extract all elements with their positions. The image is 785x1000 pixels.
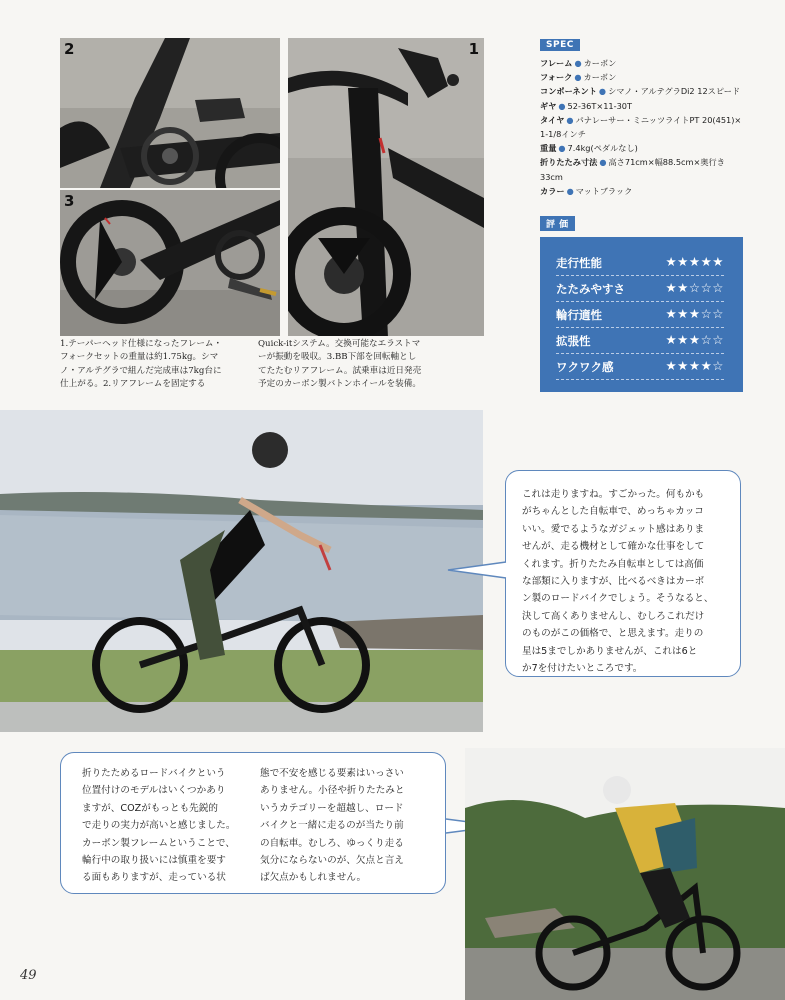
photo-riding-road <box>465 748 785 1000</box>
bullet-icon: ● <box>574 72 582 83</box>
spec-key: コンポーネント <box>540 86 597 97</box>
spec-key: 折りたたみ寸法 <box>540 157 598 168</box>
rating-row <box>556 277 724 302</box>
comment-line: いい。愛でるようなガジェット感はありま <box>522 523 705 535</box>
photo-number: 1 <box>468 40 479 58</box>
caption-line: 1.テーパーヘッド仕様になったフレーム・ <box>60 339 223 349</box>
rating-row <box>556 251 724 276</box>
comment-line: 輪行中の取り扱いには慎重を要す <box>82 855 226 867</box>
comment-text-2-left <box>82 765 262 887</box>
spec-key: フレーム <box>540 58 573 68</box>
comment-line: のものがこの価格で、と思えます。走りの <box>522 628 704 640</box>
photo-rear-frame <box>60 190 280 336</box>
comment-text-2-right <box>260 765 440 887</box>
rating-row <box>556 329 724 354</box>
comment-line: 星は5までしかありませんが、これは6と <box>522 645 698 657</box>
spec-heading: SPEC <box>540 39 580 51</box>
spec-key: タイヤ <box>540 114 565 125</box>
spec-value: パナレーサー・ミニッツライトPT 20(451)× <box>575 114 742 125</box>
spec-row <box>540 70 775 84</box>
spec-row <box>540 56 775 70</box>
photo-riding-lakeside <box>0 410 483 732</box>
comment-line: せんが、走る機材として確かな仕事をして <box>522 541 705 553</box>
comment-line: 折りたためるロードバイクという <box>82 768 226 779</box>
comment-line: 位置付けのモデルはいくつかあり <box>82 785 226 797</box>
comment-text-1 <box>522 486 742 677</box>
comment-line: な部類に入りますが、比べるべきはカーボ <box>522 576 705 588</box>
photo-head-tube <box>60 38 280 188</box>
comment-line: 態で不安を感じる要素はいっさい <box>260 768 404 779</box>
spec-value: カーボン <box>583 72 617 83</box>
spec-value-continued: 33cm <box>540 171 563 182</box>
rating-heading: 評 価 <box>540 216 575 231</box>
comment-line: ン製のロードバイクでしょう。そうなると、 <box>522 593 714 605</box>
comment-line: で走りの実力が高いと感じました。 <box>82 820 236 832</box>
caption-line: ノ・アルテグラで組んだ完成車は7kg台に <box>60 365 222 376</box>
rating-label: ワクワク感 <box>556 360 614 374</box>
spec-key: 重量 <box>540 143 557 154</box>
photo-caption-left <box>60 338 280 392</box>
photo-caption-right <box>258 338 488 392</box>
caption-line: ーが振動を吸収。3.BB下部を回転軸とし <box>258 352 417 363</box>
rating-label: 拡張性 <box>556 334 591 348</box>
comment-line: ありません。小径や折りたたみと <box>260 785 405 797</box>
rating-panel <box>540 237 743 392</box>
bubble-pointer <box>446 558 508 582</box>
comment-line: カーボン製フレームということで、 <box>82 837 235 849</box>
caption-line: Quick-itシステム。交換可能なエラストマ <box>258 339 421 349</box>
rating-stars: ★★☆☆☆ <box>665 280 724 295</box>
photo-front-fork <box>288 38 484 336</box>
caption-line: てたたむリアフレーム。試乗車は近日発売 <box>258 365 422 376</box>
photo-number: 2 <box>64 40 75 58</box>
rating-row <box>556 355 724 380</box>
spec-row <box>540 113 775 127</box>
caption-line: 仕上がる。2.リアフレームを固定する <box>60 379 206 390</box>
comment-line: ますが、COZがもっとも先鋭的 <box>82 802 218 814</box>
caption-line: 予定のカーボン製バトンホイールを装備。 <box>258 379 421 390</box>
bullet-icon: ● <box>566 114 574 125</box>
comment-line: いうカテゴリーを超越し、ロード <box>260 802 404 814</box>
rating-label: たたみやすさ <box>556 282 625 296</box>
comment-line: か7を付けたいところです。 <box>522 663 643 675</box>
rating-stars: ★★★★☆ <box>665 358 724 373</box>
bullet-icon: ● <box>574 58 582 68</box>
comment-line: バイクと一緒に走るのが当たり前 <box>260 820 404 832</box>
bullet-icon: ● <box>599 157 607 168</box>
bullet-icon: ● <box>566 185 574 196</box>
rating-stars: ★★★☆☆ <box>665 306 724 321</box>
rating-label: 輪行適性 <box>556 308 602 322</box>
spec-row <box>540 184 775 198</box>
spec-value-continued: 1-1/8インチ <box>540 129 586 140</box>
spec-value: マットブラック <box>575 185 633 196</box>
comment-line: る面もありますが、走っている状 <box>82 872 226 884</box>
spec-value: 7.4kg(ペダルなし) <box>567 143 638 154</box>
rating-row <box>556 303 724 328</box>
rating-label: 走行性能 <box>556 256 602 270</box>
spec-key: ギヤ <box>540 100 557 111</box>
spec-key: フォーク <box>540 72 573 83</box>
spec-value: 52-36T×11-30T <box>567 100 632 111</box>
spec-value: カーボン <box>583 58 617 68</box>
comment-line: くれます。折りたたみ自転車としては高価 <box>522 558 704 570</box>
photo-number: 3 <box>64 192 75 210</box>
bullet-icon: ● <box>558 100 566 111</box>
bullet-icon: ● <box>558 143 566 154</box>
spec-row <box>540 99 775 113</box>
comment-line: これは走りますね。すごかった。何もかも <box>522 489 705 500</box>
comment-line: ば欠点かもしれません。 <box>260 872 367 884</box>
page-number: 49 <box>20 968 37 983</box>
spec-list <box>540 56 775 198</box>
comment-line: がちゃんとした自転車で、めっちゃカッコ <box>522 506 704 518</box>
comment-line: 決して高くありませんし、むしろこれだけ <box>522 610 705 622</box>
caption-line: フォークセットの重量は約1.75kg。シマ <box>60 352 219 363</box>
spec-row <box>540 84 775 98</box>
rating-stars: ★★★☆☆ <box>665 332 724 347</box>
spec-key: カラー <box>540 185 565 196</box>
rating-stars: ★★★★★ <box>665 254 724 269</box>
comment-line: 気分にならないのが、欠点と言え <box>260 855 404 867</box>
spec-value: 高さ71cm×幅88.5cm×奥行き <box>608 157 725 168</box>
spec-value: シマノ・アルテグラDi2 12スピード <box>608 86 741 97</box>
spec-row <box>540 155 775 169</box>
spec-row <box>540 141 775 155</box>
comment-line: の自転車。むしろ、ゆっくり走る <box>260 837 404 849</box>
bullet-icon: ● <box>598 86 607 97</box>
